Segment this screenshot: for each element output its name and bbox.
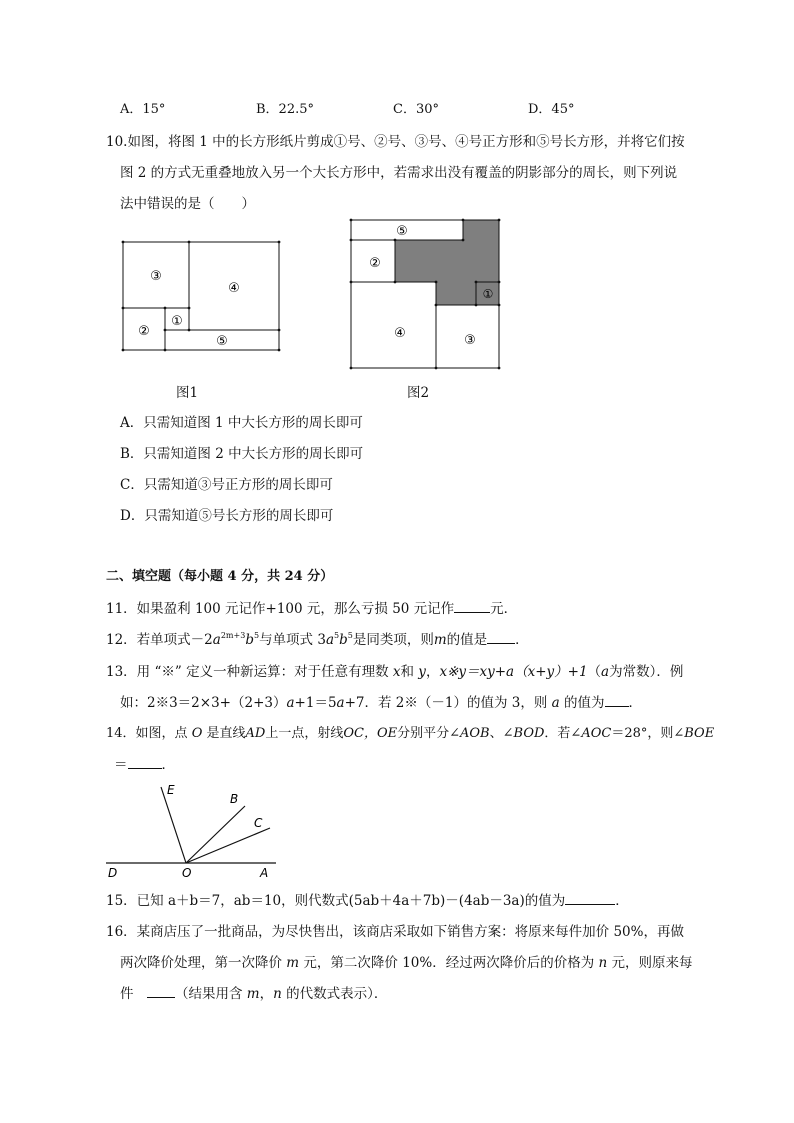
q9-option-c: C．30°	[393, 102, 439, 117]
q13-line2: 如：2※3＝2×3+（2+3）a+1＝5a+7．若 2※（－1）的值为 3，则 a 的值为 ．	[120, 695, 643, 711]
q16-line2: 两次降价处理，第一次降价 m 元，第二次降价 10%．经过两次降价后的价格为 n 元，则原来每	[120, 955, 693, 971]
q10-stem-line2: 图 2 的方式无重叠地放入另一个大长方形中，若需求出没有覆盖的阴影部分的周长，则下列说	[120, 165, 678, 181]
q16-line1: 16．某商店压了一批商品，为尽快售出，该商店采取如下销售方案：将原来每件加价 50%，再做	[106, 924, 684, 940]
fig1-label-3: ③	[150, 269, 162, 284]
fig2-label-2: ②	[369, 256, 381, 271]
fig2-label-5: ⑤	[396, 224, 408, 239]
fig1-label-2: ②	[138, 324, 150, 339]
q16-line3: 件 （结果用含 m，n 的代数式表示）．	[120, 986, 388, 1002]
fig1-caption: 图1	[176, 385, 199, 401]
fig1-label-5: ⑤	[216, 334, 228, 349]
fig-label-b: B	[230, 792, 239, 806]
q10-option-a: A．只需知道图 1 中大长方形的周长即可	[120, 415, 363, 431]
q12: 12．若单项式$-2a^{2m+3}b^5$与单项式 $3a^5b^5$是同类项，则m的值是 ．	[106, 631, 529, 648]
q13-line1: 13．用 “※” 定义一种新运算：对于任意有理数 x和 y，x※y＝xy+a（x+y）+1（a为常数）．例	[106, 664, 684, 680]
q9-option-d: D．45°	[528, 102, 575, 117]
q10-figure1	[118, 237, 284, 357]
fig1-label-1: ①	[171, 314, 183, 329]
q14-figure	[100, 778, 280, 880]
fig2-caption: 图2	[407, 385, 430, 401]
q11: 11．如果盈利 100 元记作+100 元，那么亏损 50 元记作 元．	[106, 601, 518, 617]
q10-figure2	[346, 215, 506, 373]
fig-label-e: E	[167, 783, 175, 797]
q10-option-d: D．只需知道⑤号长方形的周长即可	[120, 508, 334, 524]
q10-option-c: C．只需知道③号正方形的周长即可	[120, 477, 333, 493]
fig2-label-3: ③	[464, 333, 476, 348]
q9-option-b: B．22.5°	[256, 102, 314, 117]
fig-label-o: O	[182, 866, 192, 880]
fig2-label-1: ①	[482, 287, 494, 301]
fig2-label-4: ④	[394, 326, 406, 341]
ray-ob	[186, 806, 245, 863]
q10-stem-line1: 10.如图，将图 1 中的长方形纸片剪成①号、②号、③号、④号正方形和⑤号长方形，并将它们按	[106, 134, 685, 150]
q14-line2: ＝ ．	[114, 757, 175, 773]
q10-stem-line3: 法中错误的是（ ）	[120, 196, 255, 212]
fig-label-a: A	[260, 866, 269, 880]
q15: 15．已知 a＋b＝7，ab＝10，则代数式(5ab＋4a＋7b)－(4ab－3a)的值为 ．	[106, 893, 629, 909]
q9-option-a: A．15°	[120, 102, 166, 117]
fig-label-c: C	[254, 816, 263, 830]
ray-oe	[161, 787, 186, 863]
section2-title: 二、填空题（每小题 4 分，共 24 分）	[106, 569, 334, 584]
q14-line1: 14．如图，点 O 是直线AD上一点，射线OC，OE分别平分∠AOB、∠BOD．若∠AOC＝28°，则∠BOE	[106, 726, 715, 741]
fig-label-d: D	[108, 866, 118, 880]
ray-oc	[186, 828, 270, 863]
fig1-label-4: ④	[228, 281, 240, 296]
q10-option-b: B．只需知道图 2 中大长方形的周长即可	[120, 446, 364, 462]
